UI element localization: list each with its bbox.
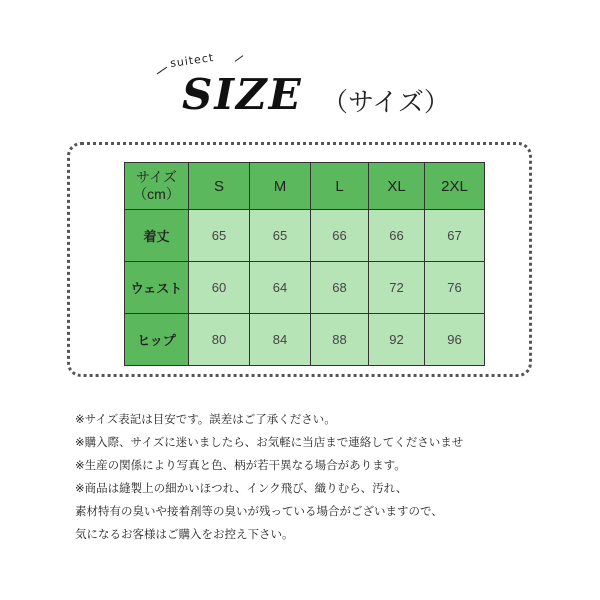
size-title-kana: （サイズ） — [322, 88, 450, 118]
table-cell: 65 — [189, 210, 250, 262]
corner-label-line2: （cm） — [133, 186, 180, 202]
tagline: suitect — [169, 50, 215, 71]
size-header-xl: XL — [369, 163, 425, 210]
corner-label-line1: サイズ — [136, 169, 177, 185]
size-header-s: S — [189, 163, 250, 210]
row-label-length: 着丈 — [125, 210, 189, 262]
size-header-2xl: 2XL — [425, 163, 485, 210]
table-row — [125, 210, 485, 262]
table-cell: 67 — [425, 210, 485, 262]
corner-label — [125, 163, 189, 210]
table-cell: 92 — [369, 314, 425, 366]
size-title: SIZE — [182, 70, 303, 119]
table-cell: 60 — [189, 262, 250, 314]
table-cell: 66 — [311, 210, 369, 262]
tagline-right-stroke — [235, 55, 244, 62]
table-row — [125, 262, 485, 314]
row-label-waist: ウェスト — [125, 262, 189, 314]
table-cell: 66 — [369, 210, 425, 262]
tagline-left-stroke — [157, 67, 167, 75]
table-header-row — [125, 163, 485, 210]
note-line: 素材特有の臭いや接着剤等の臭いが残っている場合がございますので、 — [75, 504, 443, 518]
note-line: ※サイズ表記は目安です。誤差はご了承ください。 — [75, 412, 336, 426]
note-line: ※商品は縫製上の細かいほつれ、インク飛び、織りむら、汚れ、 — [75, 481, 408, 495]
table-cell: 96 — [425, 314, 485, 366]
table-cell: 76 — [425, 262, 485, 314]
note-line: ※購入際、サイズに迷いましたら、お気軽に当店まで連絡してくださいませ — [75, 435, 464, 449]
table-cell: 65 — [250, 210, 311, 262]
notes-block — [75, 408, 585, 546]
note-line: 気になるお客様はご購入をお控え下さい。 — [75, 527, 294, 541]
table-cell: 88 — [311, 314, 369, 366]
size-header-m: M — [250, 163, 311, 210]
table-cell: 64 — [250, 262, 311, 314]
row-label-hip: ヒップ — [125, 314, 189, 366]
size-header — [150, 40, 470, 120]
table-cell: 80 — [189, 314, 250, 366]
note-line: ※生産の関係により写真と色、柄が若干異なる場合があります。 — [75, 458, 406, 472]
table-cell: 68 — [311, 262, 369, 314]
table-cell: 72 — [369, 262, 425, 314]
table-row — [125, 314, 485, 366]
table-cell: 84 — [250, 314, 311, 366]
size-header-l: L — [311, 163, 369, 210]
size-table — [124, 162, 485, 366]
